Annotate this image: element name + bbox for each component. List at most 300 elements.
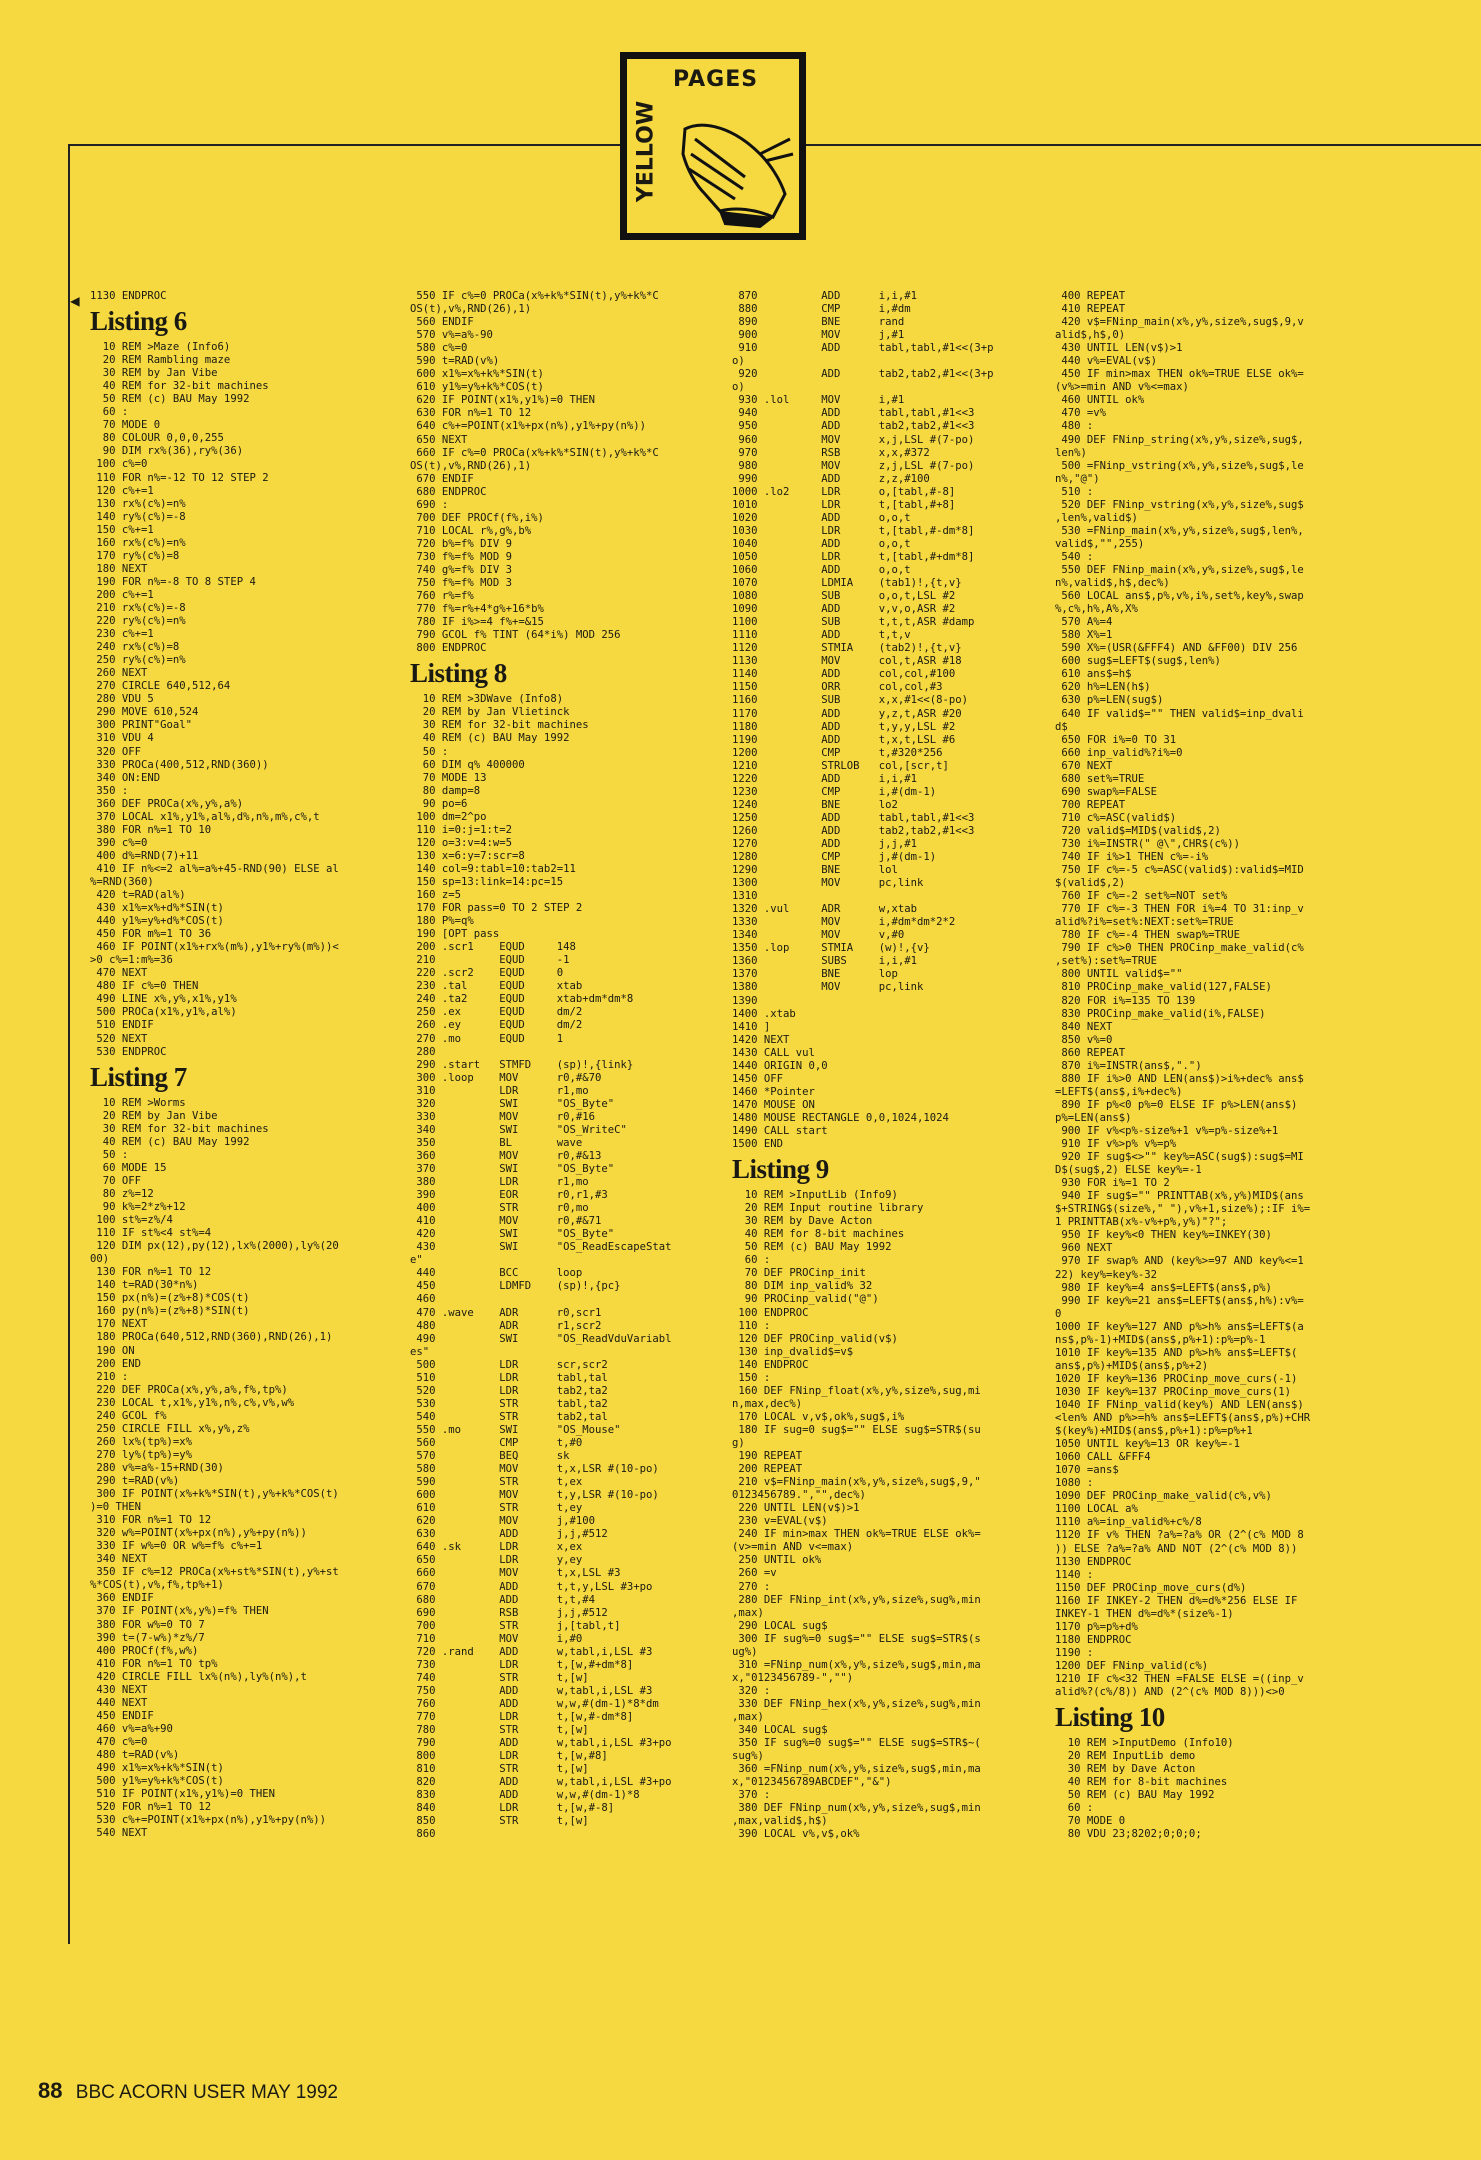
- code-line: n%,valid$,h$,dec%): [1055, 577, 1170, 590]
- listing-heading: Listing 7: [90, 1061, 187, 1092]
- code-line: 600 x1%=x%+k%*SIN(t): [410, 368, 544, 381]
- code-line: 420 SWI "OS_Byte": [410, 1228, 615, 1241]
- code-line: o): [732, 381, 745, 394]
- code-line: 10 REM >Worms: [90, 1096, 186, 1109]
- code-line: 780 IF i%>=4 f%+=&15: [410, 616, 544, 629]
- code-line: 540 :: [1055, 550, 1094, 563]
- code-line: 560 LOCAL ans$,p%,v%,i%,set%,key%,swap: [1055, 590, 1304, 603]
- code-line: 450 LDMFD (sp)!,{pc}: [410, 1280, 621, 1293]
- code-line: 530 c%+=POINT(x1%+px(n%),y1%+py(n%)): [90, 1814, 326, 1827]
- code-line: 60 :: [90, 406, 129, 419]
- code-line: 370 SWI "OS_Byte": [410, 1163, 615, 1175]
- code-line: 270 .mo EQUD 1: [410, 1032, 564, 1045]
- code-line: 1170 ADD y,z,t,ASR #20: [732, 707, 962, 720]
- code-line: 370 IF POINT(x%,y%)=f% THEN: [90, 1605, 269, 1618]
- code-line: 400 REPEAT: [1055, 290, 1126, 302]
- code-line: 530 STR tabl,ta2: [410, 1397, 608, 1410]
- code-line: 350 IF c%=12 PROCa(x%+st%*SIN(t),y%+st: [90, 1566, 339, 1579]
- code-line: =LEFT$(ans$,i%+dec%): [1055, 1085, 1183, 1098]
- code-line: 1140 ADD col,col,#100: [732, 668, 956, 681]
- code-line: 1 PRINTTAB(x%-v%+p%,y%)"?";: [1055, 1216, 1228, 1229]
- code-line: 190 REPEAT: [732, 1450, 803, 1463]
- code-line: 1070 =ans$: [1055, 1464, 1119, 1477]
- code-line: 1110 a%=inp_valid%+c%/8: [1055, 1516, 1202, 1529]
- code-line: 1410 ]: [732, 1020, 771, 1033]
- code-line: 890 IF p%<0 p%=0 ELSE IF p%>LEN(ans$): [1055, 1098, 1298, 1111]
- code-line: 530 ENDPROC: [90, 1045, 167, 1058]
- code-line: 1070 LDMIA (tab1)!,{t,v}: [732, 577, 962, 590]
- code-line: 910 ADD tabl,tabl,#1<<(3+p: [732, 342, 994, 355]
- code-line: 1360 SUBS i,i,#1: [732, 955, 917, 968]
- code-line: 1140 :: [1055, 1568, 1094, 1581]
- code-line: 520 DEF FNinp_vstring(x%,y%,size%,sug$: [1055, 498, 1304, 511]
- code-line: 630 p%=LEN(sug$): [1055, 694, 1164, 707]
- code-line: 520 NEXT: [90, 1032, 148, 1045]
- listing-heading: Listing 8: [410, 658, 507, 689]
- code-line: 450 FOR m%=1 TO 36: [90, 928, 212, 941]
- code-line: d$: [1055, 720, 1068, 733]
- code-line: 1380 MOV pc,link: [732, 981, 924, 994]
- code-line: 690 RSB j,j,#512: [410, 1606, 608, 1619]
- code-line: 510 :: [1055, 485, 1094, 498]
- listing-heading: Listing 10: [1055, 1702, 1165, 1733]
- code-line: 670 ADD t,t,y,LSL #3+po: [410, 1580, 653, 1593]
- code-line: 930 FOR i%=1 TO 2: [1055, 1177, 1170, 1190]
- code-line: 750 IF c%=-5 c%=ASC(valid$):valid$=MID: [1055, 864, 1304, 877]
- code-line: 240 IF min>max THEN ok%=TRUE ELSE ok%=: [732, 1528, 981, 1541]
- code-line: 500 PROCa(x1%,y1%,al%): [90, 1006, 237, 1019]
- code-line: 920 ADD tab2,tab2,#1<<(3+p: [732, 368, 994, 381]
- code-line: 330 DEF FNinp_hex(x%,y%,size%,sug%,min: [732, 1697, 981, 1710]
- code-line: 740 IF i%>1 THEN c%=-i%: [1055, 851, 1209, 864]
- code-line: 50 REM (c) BAU May 1992: [90, 393, 250, 406]
- code-line: 390 t=(7-w%)*z%/7: [90, 1631, 205, 1644]
- code-line: 170 NEXT: [90, 1318, 148, 1331]
- code-line: 300 .loop MOV r0,#&70: [410, 1071, 602, 1084]
- code-line: 830 ADD w,w,#(dm-1)*8: [410, 1789, 640, 1802]
- code-line: 70 OFF: [90, 1174, 142, 1187]
- code-line: 700 REPEAT: [1055, 798, 1126, 811]
- code-line: 510 IF POINT(x1%,y1%)=0 THEN: [90, 1788, 275, 1801]
- code-line: 1080 :: [1055, 1477, 1094, 1490]
- code-line: $(key%)+MID$(ans$,p%+1):p%=p%+1: [1055, 1425, 1253, 1438]
- code-line: 1180 ADD t,y,y,LSL #2: [732, 720, 956, 733]
- code-line: 70 MODE 0: [90, 419, 161, 432]
- code-line: 30 REM by Dave Acton: [1055, 1763, 1196, 1776]
- code-line: ,len%,valid$): [1055, 511, 1138, 524]
- logo-yellow-text: YELLOW: [633, 100, 659, 203]
- code-line: 690 :: [410, 498, 449, 511]
- code-line: $(valid$,2): [1055, 877, 1126, 890]
- code-line: 940 IF sug$="" PRINTTAB(x%,y%)MID$(ans: [1055, 1190, 1304, 1203]
- code-line: 760 r%=f%: [410, 590, 474, 603]
- code-line: 200 .scr1 EQUD 148: [410, 941, 576, 954]
- code-line: 180 NEXT: [90, 562, 148, 575]
- code-line: 1350 .lop STMIA (w)!,{v}: [732, 942, 930, 955]
- code-line: 350 IF sug%=0 sug$="" ELSE sug$=STR$~(: [732, 1737, 981, 1750]
- code-line: 710 MOV i,#0: [410, 1632, 583, 1645]
- code-line: 150 c%+=1: [90, 523, 154, 536]
- code-line: 400 STR r0,mo: [410, 1202, 589, 1215]
- code-line: 360 MOV r0,#&13: [410, 1149, 602, 1162]
- code-line: 580 MOV t,x,LSR #(10-po): [410, 1463, 659, 1476]
- code-line: ,max): [732, 1710, 764, 1723]
- code-line: 590 STR t,ex: [410, 1476, 583, 1489]
- code-line: 1300 MOV pc,link: [732, 877, 924, 890]
- code-line: 1170 p%=p%+d%: [1055, 1620, 1138, 1633]
- code-line: 980 MOV z,j,LSL #(7-po): [732, 459, 975, 472]
- code-line: 360 =FNinp_num(x%,y%,size%,sug$,min,ma: [732, 1763, 981, 1776]
- code-line: 800 ENDPROC: [410, 642, 487, 655]
- listing-column-2: [410, 290, 672, 1841]
- code-line: 330 IF w%=0 OR w%=f% c%+=1: [90, 1540, 263, 1553]
- code-line: 1020 ADD o,o,t: [732, 511, 911, 524]
- code-line: alid$,h$,0): [1055, 329, 1126, 342]
- code-line: 1120 STMIA (tab2)!,{t,v}: [732, 642, 962, 655]
- page-footer: [38, 2078, 338, 2104]
- code-line: 850 v%=0: [1055, 1033, 1113, 1046]
- code-line: 160 z=5: [410, 889, 462, 902]
- code-line: 1150 DEF PROCinp_move_curs(d%): [1055, 1581, 1247, 1594]
- code-line: 280 v%=a%-15+RND(30): [90, 1461, 224, 1474]
- code-line: 950 ADD tab2,tab2,#1<<3: [732, 420, 975, 433]
- code-line: 210 :: [90, 1370, 129, 1383]
- code-line: 700 DEF PROCf(f%,i%): [410, 511, 544, 524]
- code-line: 50 :: [90, 1148, 129, 1161]
- code-line: 510 LDR tabl,tal: [410, 1371, 608, 1384]
- code-line: 1200 DEF FNinp_valid(c%): [1055, 1659, 1209, 1672]
- code-line: 690 swap%=FALSE: [1055, 785, 1158, 798]
- code-line: 280: [410, 1045, 436, 1058]
- code-line: 480 :: [1055, 420, 1094, 433]
- code-line: 1090 ADD v,v,o,ASR #2: [732, 603, 956, 616]
- code-line: (v%>=min AND v%<=max): [1055, 381, 1189, 394]
- code-line: 1190 :: [1055, 1646, 1094, 1659]
- code-line: 160 DEF FNinp_float(x%,y%,size%,sug,mi: [732, 1384, 981, 1397]
- code-line: 710 LOCAL r%,g%,b%: [410, 524, 532, 537]
- code-line: 670 NEXT: [1055, 759, 1113, 772]
- code-line: ans$,p%)+MID$(ans$,p%+2): [1055, 1359, 1209, 1372]
- code-line: 20 REM InputLib demo: [1055, 1750, 1196, 1763]
- code-line: %=RND(360): [90, 875, 154, 888]
- code-line: 300 IF POINT(x%+k%*SIN(t),y%+k%*COS(t): [90, 1488, 339, 1501]
- code-line: 20 REM Input routine library: [732, 1202, 924, 1215]
- code-line: x,"0123456789ABCDEF","&"): [732, 1776, 892, 1789]
- code-line: 670 ENDIF: [410, 472, 474, 485]
- code-line: 120 DEF PROCinp_valid(v$): [732, 1332, 898, 1345]
- code-line: 100 c%=0: [90, 458, 148, 471]
- code-line: 70 MODE 13: [410, 771, 487, 784]
- code-line: 920 IF sug$<>"" key%=ASC(sug$):sug$=MI: [1055, 1151, 1304, 1164]
- code-line: 880 IF i%>0 AND LEN(ans$)>i%+dec% ans$: [1055, 1072, 1304, 1085]
- code-line: 60 :: [732, 1254, 771, 1267]
- code-line: 750 f%=f% MOD 3: [410, 577, 513, 590]
- code-line: 230 .tal EQUD xtab: [410, 980, 583, 993]
- code-line: p%=LEN(ans$): [1055, 1111, 1132, 1124]
- code-line: 1420 NEXT: [732, 1033, 790, 1046]
- code-line: 10 REM >Maze (Info6): [90, 341, 231, 354]
- code-line: 0123456789.","",dec%): [732, 1489, 866, 1502]
- code-line: 490 x1%=x%+k%*SIN(t): [90, 1762, 224, 1775]
- code-line: 780 STR t,[w]: [410, 1724, 589, 1737]
- code-line: 230 v=EVAL(v$): [732, 1515, 828, 1528]
- code-line: 270 ly%(tp%)=y%: [90, 1448, 193, 1461]
- code-line: 230 c%+=1: [90, 628, 154, 641]
- code-line: 210 rx%(c%)=-8: [90, 601, 186, 614]
- code-line: 60 :: [1055, 1802, 1094, 1815]
- code-line: 390 c%=0: [90, 836, 148, 849]
- code-line: 160 rx%(c%)=n%: [90, 536, 186, 549]
- code-line: 730 i%=INSTR(" @\",CHR$(c%)): [1055, 837, 1240, 850]
- code-line: 120 DIM px(12),py(12),lx%(2000),ly%(20: [90, 1240, 339, 1253]
- code-line: 760 ADD w,w,#(dm-1)*8*dm: [410, 1697, 659, 1710]
- code-line: 180 IF sug=0 sug$="" ELSE sug$=STR$(su: [732, 1423, 981, 1436]
- code-line: 20 REM Rambling maze: [90, 354, 231, 367]
- code-line: 80 DIM inp_valid% 32: [732, 1280, 873, 1293]
- code-line: 220 ry%(c%)=n%: [90, 615, 186, 628]
- code-line: )=0 THEN: [90, 1501, 142, 1514]
- code-line: 360 DEF PROCa(x%,y%,a%): [90, 797, 244, 810]
- code-line: 430 NEXT: [90, 1683, 148, 1696]
- code-line: OS(t),v%,RND(26),1): [410, 303, 532, 316]
- code-line: 290 .start STMFD (sp)!,{link}: [410, 1058, 634, 1071]
- code-line: 440 NEXT: [90, 1696, 148, 1709]
- code-line: 760 IF c%=-2 set%=NOT set%: [1055, 890, 1228, 903]
- code-line: 470 =v%: [1055, 407, 1107, 420]
- code-line: D$(sug$,2) ELSE key%=-1: [1055, 1164, 1202, 1177]
- code-line: 730 f%=f% MOD 9: [410, 550, 513, 563]
- code-line: 200 END: [90, 1357, 142, 1370]
- code-line: 440 BCC loop: [410, 1267, 583, 1280]
- code-line: 1430 CALL vul: [732, 1046, 815, 1059]
- code-line: 1390: [732, 994, 758, 1007]
- code-line: 90 DIM rx%(36),ry%(36): [90, 445, 244, 458]
- code-line: 370 LOCAL x1%,y1%,al%,d%,n%,m%,c%,t: [90, 810, 320, 823]
- code-line: 1030 LDR t,[tabl,#-dm*8]: [732, 524, 975, 537]
- code-line: 570 A%=4: [1055, 616, 1113, 629]
- code-line: %*COS(t),v%,f%,tp%+1): [90, 1579, 224, 1592]
- code-line: 80 VDU 23;8202;0;0;0;: [1055, 1828, 1202, 1841]
- code-line: 230 LOCAL t,x1%,y1%,n%,c%,v%,w%: [90, 1396, 295, 1409]
- code-line: 720 b%=f% DIV 9: [410, 537, 513, 550]
- code-line: 40 REM (c) BAU May 1992: [410, 732, 570, 745]
- code-line: 130 x=6:y=7:scr=8: [410, 849, 525, 862]
- code-line: 190 ON: [90, 1344, 135, 1357]
- code-line: 840 LDR t,[w,#-8]: [410, 1802, 615, 1815]
- code-line: 1220 ADD i,i,#1: [732, 772, 917, 785]
- code-line: 650 FOR i%=0 TO 31: [1055, 733, 1177, 746]
- code-line: 990 IF key%=21 ans$=LEFT$(ans$,h%):v%=: [1055, 1294, 1304, 1307]
- code-line: 960 NEXT: [1055, 1242, 1113, 1255]
- code-line: 60 MODE 15: [90, 1161, 167, 1174]
- code-line: 90 PROCinp_valid("@"): [732, 1293, 879, 1306]
- code-line: 600 sug$=LEFT$(sug$,len%): [1055, 655, 1221, 668]
- code-line: 480 t=RAD(v%): [90, 1748, 180, 1761]
- code-line: 650 LDR y,ey: [410, 1554, 583, 1567]
- code-line: 170 LOCAL v,v$,ok%,sug$,i%: [732, 1410, 905, 1423]
- code-line: 780 IF c%=-4 THEN swap%=TRUE: [1055, 929, 1240, 942]
- code-line: 790 GCOL f% TINT (64*i%) MOD 256: [410, 629, 621, 642]
- code-line: 1000 IF key%=127 AND p%>h% ans$=LEFT$(a: [1055, 1320, 1304, 1333]
- code-line: 140 t=RAD(30*n%): [90, 1279, 199, 1292]
- code-line: 1160 IF INKEY-2 THEN d%=d%*256 ELSE IF: [1055, 1594, 1298, 1607]
- code-line: 150 sp=13:link=14:pc=15: [410, 875, 564, 888]
- code-line: 70 DEF PROCinp_init: [732, 1267, 866, 1280]
- code-line: 1500 END: [732, 1138, 784, 1151]
- code-line: 500 y1%=y%+k%*COS(t): [90, 1775, 224, 1788]
- code-line: 790 IF c%>0 THEN PROCinp_make_valid(c%: [1055, 942, 1304, 955]
- code-line: 340 SWI "OS_WriteC": [410, 1123, 627, 1136]
- code-line: 910 IF v%>p% v%=p%: [1055, 1138, 1177, 1151]
- code-line: 860 REPEAT: [1055, 1046, 1126, 1059]
- code-line: 210 EQUD -1: [410, 954, 570, 967]
- code-line: 710 c%=ASC(valid$): [1055, 811, 1177, 824]
- code-line: 20 REM by Jan Vibe: [90, 1109, 218, 1122]
- code-line: g): [732, 1436, 745, 1449]
- code-line: 120 o=3:v=4:w=5: [410, 836, 513, 849]
- code-line: 200 REPEAT: [732, 1463, 803, 1476]
- code-line: 1000 .lo2 LDR o,[tabl,#-8]: [732, 485, 956, 498]
- code-line: 220 UNTIL LEN(v$)>1: [732, 1502, 860, 1515]
- code-line: 950 IF key%<0 THEN key%=INKEY(30): [1055, 1229, 1272, 1242]
- code-line: 820 FOR i%=135 TO 139: [1055, 994, 1196, 1007]
- code-line: 280 VDU 5: [90, 693, 154, 706]
- code-line: 640 c%+=POINT(x1%+px(n%),y1%+py(n%)): [410, 420, 646, 433]
- code-line: 150 :: [732, 1371, 771, 1384]
- code-line: 22) key%=key%-32: [1055, 1268, 1158, 1281]
- code-line: 360 ENDIF: [90, 1592, 154, 1605]
- code-line: 720 .rand ADD w,tabl,i,LSL #3: [410, 1645, 653, 1658]
- code-line: 170 FOR pass=0 TO 2 STEP 2: [410, 902, 583, 915]
- code-line: 1010 LDR t,[tabl,#+8]: [732, 498, 956, 511]
- code-line: 390 EOR r0,r1,#3: [410, 1189, 608, 1202]
- code-line: )) ELSE ?a%=?a% AND NOT (2^(c% MOD 8)): [1055, 1542, 1298, 1555]
- code-line: 1040 IF FNinp_valid(key%) AND LEN(ans$): [1055, 1398, 1304, 1411]
- code-line: 870 i%=INSTR(ans$,"."): [1055, 1059, 1202, 1072]
- code-line: 660 inp_valid%?i%=0: [1055, 746, 1183, 759]
- code-line: 00): [90, 1253, 110, 1266]
- code-line: 1010 IF key%=135 AND p%>h% ans$=LEFT$(: [1055, 1346, 1298, 1359]
- code-line: 580 X%=1: [1055, 629, 1113, 642]
- code-line: 240 GCOL f%: [90, 1409, 167, 1422]
- code-line: 560 CMP t,#0: [410, 1436, 583, 1449]
- code-line: valid$,"",255): [1055, 537, 1145, 550]
- code-line: 460 v%=a%+90: [90, 1722, 173, 1735]
- code-line: 500 LDR scr,scr2: [410, 1358, 608, 1371]
- code-line: n,max,dec%): [732, 1397, 803, 1410]
- code-line: ug%): [732, 1645, 758, 1658]
- code-line: 30 REM for 32-bit machines: [410, 719, 589, 732]
- code-line: 410 REPEAT: [1055, 303, 1126, 316]
- code-line: 80 z%=12: [90, 1187, 154, 1200]
- code-line: 740 g%=f% DIV 3: [410, 563, 513, 576]
- code-line: (v>=min AND v<=max): [732, 1541, 854, 1554]
- code-line: 490 DEF FNinp_string(x%,y%,size%,sug$,: [1055, 433, 1304, 446]
- code-line: 310 FOR n%=1 TO 12: [90, 1514, 212, 1527]
- code-line: 250 ry%(c%)=n%: [90, 654, 186, 667]
- code-line: 660 MOV t,x,LSL #3: [410, 1567, 621, 1580]
- hand-icon: [665, 99, 795, 229]
- code-line: 270 CIRCLE 640,512,64: [90, 680, 231, 693]
- code-line: 790 ADD w,tabl,i,LSL #3+po: [410, 1737, 672, 1750]
- code-line: 880 CMP i,#dm: [732, 303, 911, 316]
- code-line: 420 t=RAD(al%): [90, 889, 186, 902]
- code-line: es": [410, 1345, 430, 1358]
- code-line: 50 :: [410, 745, 449, 758]
- code-line: 620 IF POINT(x1%,y1%)=0 THEN: [410, 394, 595, 407]
- code-line: 560 ENDIF: [410, 316, 474, 329]
- code-line: 1200 CMP t,#320*256: [732, 746, 943, 759]
- code-line: 700 STR j,[tabl,t]: [410, 1619, 621, 1632]
- code-line: 800 LDR t,[w,#8]: [410, 1750, 608, 1763]
- code-line: 440 v%=EVAL(v$): [1055, 355, 1158, 368]
- code-line: 100 st%=z%/4: [90, 1214, 173, 1227]
- code-line: 810 PROCinp_make_valid(127,FALSE): [1055, 981, 1272, 994]
- code-line: 410 IF n%<=2 al%=a%+45-RND(90) ELSE al: [90, 862, 339, 875]
- code-line: 50 REM (c) BAU May 1992: [732, 1241, 892, 1254]
- code-line: 290 LOCAL sug$: [732, 1619, 828, 1632]
- code-line: 830 PROCinp_make_valid(i%,FALSE): [1055, 1007, 1266, 1020]
- code-line: 30 REM by Dave Acton: [732, 1215, 873, 1228]
- code-line: 500 =FNinp_vstring(x%,y%,size%,sug$,le: [1055, 459, 1304, 472]
- code-line: 680 ENDPROC: [410, 485, 487, 498]
- code-line: 10 REM >InputDemo (Info10): [1055, 1737, 1234, 1750]
- code-line: e": [410, 1254, 423, 1267]
- code-line: 1310: [732, 890, 758, 903]
- code-line: 870 ADD i,i,#1: [732, 290, 917, 302]
- code-line: 480 IF c%=0 THEN: [90, 980, 199, 993]
- code-line: 130 FOR n%=1 TO 12: [90, 1266, 212, 1279]
- code-line: 890 BNE rand: [732, 316, 905, 329]
- code-line: 50 REM (c) BAU May 1992: [1055, 1789, 1215, 1802]
- code-line: 290 t=RAD(v%): [90, 1474, 180, 1487]
- code-line: 770 LDR t,[w,#-dm*8]: [410, 1710, 634, 1723]
- page-rule-left: [68, 144, 70, 1944]
- code-line: 1050 UNTIL key%=13 OR key%=-1: [1055, 1438, 1240, 1451]
- code-line: 1130 MOV col,t,ASR #18: [732, 655, 962, 668]
- code-line: 1400 .xtab: [732, 1007, 796, 1020]
- code-line: %,c%,h%,A%,X%: [1055, 603, 1138, 616]
- code-line: 460: [410, 1293, 436, 1306]
- code-line: 1330 MOV i,#dm*dm*2*2: [732, 916, 956, 929]
- code-line: 1450 OFF: [732, 1072, 784, 1085]
- code-line: 630 FOR n%=1 TO 12: [410, 407, 532, 420]
- code-line: 460 UNTIL ok%: [1055, 394, 1145, 407]
- code-line: 570 BEQ sk: [410, 1450, 570, 1463]
- code-line: 840 NEXT: [1055, 1020, 1113, 1033]
- code-line: 520 FOR n%=1 TO 12: [90, 1801, 212, 1814]
- code-line: 80 COLOUR 0,0,0,255: [90, 432, 224, 445]
- code-line: 250 UNTIL ok%: [732, 1554, 822, 1567]
- code-line: 430 SWI "OS_ReadEscapeStat: [410, 1241, 672, 1254]
- code-line: 1130 ENDPROC: [1055, 1555, 1132, 1568]
- listing-column-1: [90, 290, 339, 1840]
- yellow-pages-logo: [620, 52, 806, 240]
- code-line: >0 c%=1:m%=36: [90, 954, 173, 967]
- code-line: 160 py(n%)=(z%+8)*SIN(t): [90, 1305, 250, 1318]
- code-line: 40 REM for 32-bit machines: [90, 380, 269, 393]
- code-line: 1050 LDR t,[tabl,#+dm*8]: [732, 550, 975, 563]
- code-line: 260 lx%(tp%)=x%: [90, 1435, 193, 1448]
- code-line: ns$,p%-1)+MID$(ans$,p%+1):p%=p%-1: [1055, 1333, 1266, 1346]
- code-line: 730 LDR t,[w,#+dm*8]: [410, 1658, 634, 1671]
- code-line: 540 STR tab2,tal: [410, 1410, 608, 1423]
- code-line: 150 px(n%)=(z%+8)*COS(t): [90, 1292, 250, 1305]
- code-line: 340 ON:END: [90, 771, 161, 784]
- code-line: 580 c%=0: [410, 342, 468, 355]
- code-line: 220 .scr2 EQUD 0: [410, 967, 564, 980]
- code-line: 440 y1%=y%+d%*COS(t): [90, 915, 224, 928]
